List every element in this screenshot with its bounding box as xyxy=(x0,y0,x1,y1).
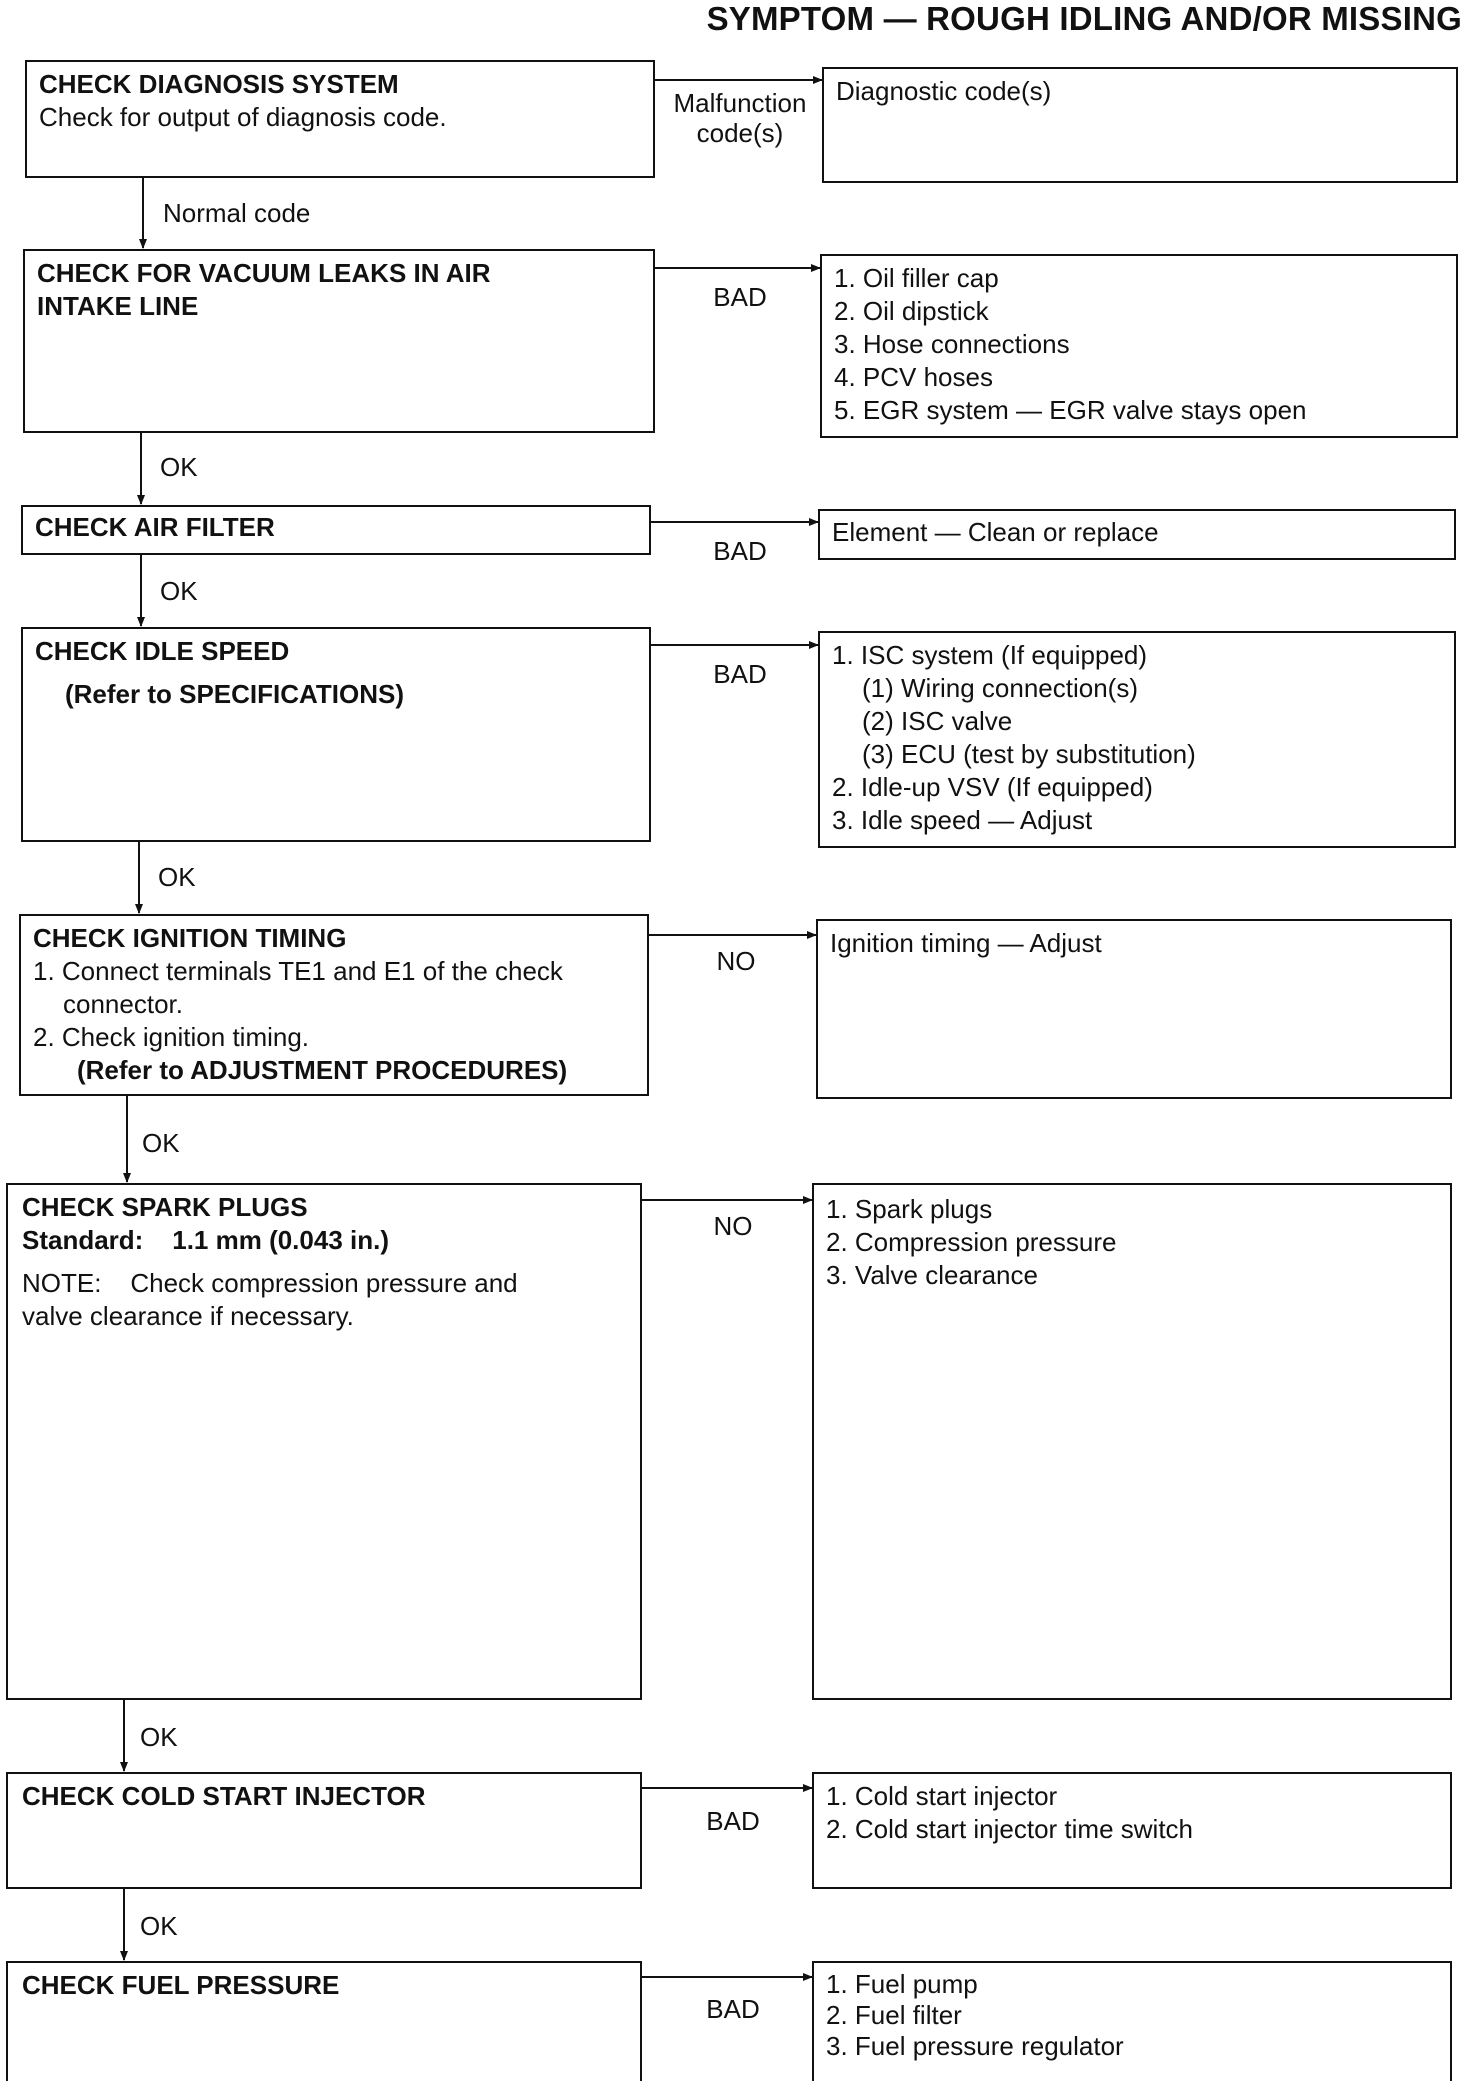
branch-label-line: Malfunction xyxy=(673,88,807,118)
branch-label-bad: BAD xyxy=(706,1806,760,1836)
next-label-ok: OK xyxy=(142,1128,180,1158)
step-check-fuel-pressure xyxy=(6,1961,642,2081)
result-spark-plug-causes xyxy=(812,1183,1452,1700)
step-check-cold-start-injector xyxy=(6,1772,642,1889)
result-line: 1. Fuel pump xyxy=(826,1969,978,1999)
next-label-ok: OK xyxy=(160,576,198,606)
result-fuel-pressure-causes xyxy=(812,1961,1452,2081)
result-line: 1. Spark plugs xyxy=(826,1194,993,1224)
step-check-ignition-timing xyxy=(19,914,649,1096)
result-line: 3. Hose connections xyxy=(834,329,1070,359)
result-line: 1. ISC system (If equipped) xyxy=(832,640,1148,670)
step-check-air-filter xyxy=(21,505,651,555)
step-heading: CHECK FUEL PRESSURE xyxy=(22,1970,340,2000)
step-check-diagnosis-system xyxy=(25,60,655,178)
page-title: SYMPTOM — ROUGH IDLING AND/OR MISSING xyxy=(706,0,1462,37)
result-vacuum-leak-causes xyxy=(820,254,1458,438)
next-label-ok: OK xyxy=(140,1722,178,1752)
result-line: 5. EGR system — EGR valve stays open xyxy=(834,395,1307,425)
step-body-line: 2. Check ignition timing. xyxy=(33,1022,310,1052)
result-line: 3. Valve clearance xyxy=(826,1260,1038,1290)
result-line: 2. Fuel filter xyxy=(826,2000,962,2030)
step-heading: INTAKE LINE xyxy=(37,291,199,321)
result-line: Ignition timing — Adjust xyxy=(830,928,1102,958)
step-note-line: NOTE: Check compression pressure and xyxy=(22,1268,518,1298)
result-line: 2. Oil dipstick xyxy=(834,296,989,326)
branch-label-no: NO xyxy=(716,946,756,976)
next-label-normal-code: Normal code xyxy=(163,198,311,228)
step-body-line: (Refer to ADJUSTMENT PROCEDURES) xyxy=(77,1055,568,1085)
result-subline: (2) ISC valve xyxy=(862,706,1013,736)
branch-label-bad: BAD xyxy=(706,1994,760,2024)
step-body-line: connector. xyxy=(63,989,183,1019)
result-subline: (1) Wiring connection(s) xyxy=(862,673,1138,703)
step-check-vacuum-leaks xyxy=(23,249,655,433)
step-standard: Standard: 1.1 mm (0.043 in.) xyxy=(22,1225,389,1255)
branch-label-no: NO xyxy=(713,1211,753,1241)
step-body-line: (Refer to SPECIFICATIONS) xyxy=(65,679,404,709)
step-body-line: Check for output of diagnosis code. xyxy=(39,102,447,132)
result-ignition-timing xyxy=(816,919,1452,1099)
result-line: 2. Idle-up VSV (If equipped) xyxy=(832,772,1153,802)
result-idle-speed-causes xyxy=(818,631,1456,848)
result-line: 1. Oil filler cap xyxy=(834,263,999,293)
step-body-line: 1. Connect terminals TE1 and E1 of the check xyxy=(33,956,563,986)
step-heading: CHECK DIAGNOSIS SYSTEM xyxy=(39,69,399,99)
branch-label-bad: BAD xyxy=(713,659,767,689)
result-line: 4. PCV hoses xyxy=(834,362,993,392)
result-cold-start-causes xyxy=(812,1772,1452,1889)
step-note-line: valve clearance if necessary. xyxy=(22,1301,354,1331)
branch-label-malfunction xyxy=(660,88,820,148)
step-heading: CHECK AIR FILTER xyxy=(35,512,275,542)
step-heading: CHECK IGNITION TIMING xyxy=(33,923,347,953)
result-line: 3. Fuel pressure regulator xyxy=(826,2031,1124,2061)
step-check-spark-plugs xyxy=(6,1183,642,1700)
next-label-ok: OK xyxy=(158,862,196,892)
branch-label-bad: BAD xyxy=(713,282,767,312)
branch-label-line: code(s) xyxy=(696,118,784,148)
step-heading: CHECK SPARK PLUGS xyxy=(22,1192,308,1222)
result-diagnostic-codes xyxy=(822,67,1458,183)
result-line: 2. Cold start injector time switch xyxy=(826,1814,1194,1844)
result-air-filter xyxy=(818,509,1456,560)
result-line: 1. Cold start injector xyxy=(826,1781,1058,1811)
result-line: Element — Clean or replace xyxy=(832,517,1159,547)
result-line: 3. Idle speed — Adjust xyxy=(832,805,1093,835)
result-line: 2. Compression pressure xyxy=(826,1227,1117,1257)
step-heading: CHECK IDLE SPEED xyxy=(35,636,290,666)
step-heading: CHECK COLD START INJECTOR xyxy=(22,1781,426,1811)
result-line: Diagnostic code(s) xyxy=(836,76,1052,106)
step-check-idle-speed xyxy=(21,627,651,842)
branch-label-bad: BAD xyxy=(713,536,767,566)
result-subline: (3) ECU (test by substitution) xyxy=(862,739,1196,769)
next-label-ok: OK xyxy=(160,452,198,482)
next-label-ok: OK xyxy=(140,1911,178,1941)
step-heading: CHECK FOR VACUUM LEAKS IN AIR xyxy=(37,258,491,288)
